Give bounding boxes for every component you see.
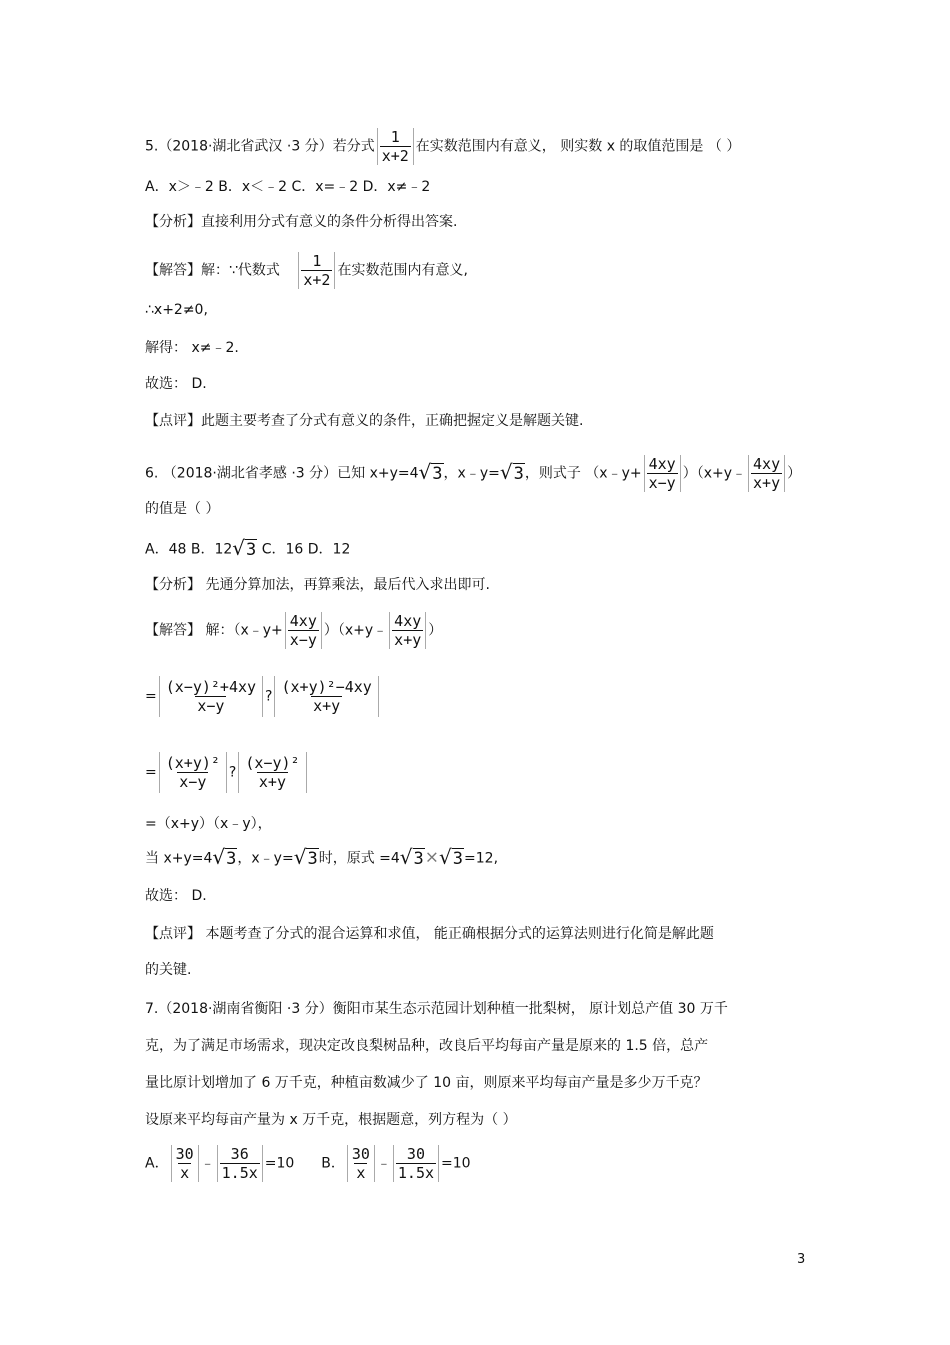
q6-step2-sep: ? [228,764,237,781]
q6-step1-frac-b [274,676,378,717]
q5-step2: 解得： x≠﹣2. [145,340,239,356]
q6-sol-frac2-den: x+y [394,631,422,649]
q6-step2-a-num: (x+y)² [165,754,220,772]
q6-sqrt-2-val: 3 [513,464,524,484]
q6-frac-1 [644,455,681,492]
q5-solution [145,252,468,289]
q5-solution-fraction [298,252,335,289]
q6-step4-sqrt-2: √3 [293,845,318,869]
q7-optA-f2-den: 1.5x [221,1164,258,1182]
q6-step4-times: × [424,847,440,868]
q6-step4 [145,847,498,870]
q6-options-b: C．16 D．12 [257,541,351,558]
q6-step4-d: =12, [464,850,499,867]
q5-sol-frac-den: x+2 [303,271,331,289]
q6-step4-sqrt-2-val: 3 [307,849,318,869]
page-number: 3 [797,1252,806,1267]
q6-options-sqrt: √3 [232,536,257,560]
q6-step4-sqrt-1-val: 3 [226,849,237,869]
q5-sol-frac-num: 1 [312,252,322,270]
q6-options [145,538,350,561]
q6-frac1-num: 4xy [648,455,676,473]
q6-step2-b-num: (x−y)² [245,754,300,772]
q6-step4-c: 时，原式 =4 [318,850,400,867]
q6-sqrt-1-val: 3 [432,464,443,484]
q7-optB-frac-1 [347,1145,375,1182]
q6-choice: 故选： D. [145,888,207,904]
q6-sol-frac-1 [285,612,322,649]
q7-optB-end: =10 [441,1155,471,1172]
q6-stem-e: ） [787,465,802,482]
q7-optB-f1-den: x [356,1164,366,1182]
q6-comment-2: 的关键. [145,962,192,978]
q5-choice: 故选： D. [145,376,207,392]
q7-optB-frac-2 [393,1145,439,1182]
q6-step1 [145,676,381,717]
q6-stem [145,455,801,492]
q5-step1: ∴x+2≠0, [145,302,208,318]
q6-step2-frac-a [159,752,227,793]
q6-step1-frac-a [159,676,263,717]
q6-step1-b-num: (x+y)²−4xy [281,678,372,696]
q6-step2-a-den: x−y [179,773,207,791]
q6-step2-eq: = [145,764,157,781]
q7-optA-f1-num: 30 [175,1145,194,1163]
q7-options [145,1145,471,1182]
q7-line4: 设原来平均每亩产量为 x 万千克，根据题意，列方程为（ ） [145,1112,517,1128]
q6-solution [145,612,442,649]
q6-solution-mid: ）（x+y﹣ [323,622,388,639]
q6-stem-a: 6. （2018·湖北省孝感 ·3 分）已知 x+y=4 [145,465,419,482]
q7-optA-frac-1 [171,1145,199,1182]
q7-optA-minus: ﹣ [200,1155,215,1172]
q6-step1-a-num: (x−y)²+4xy [165,678,257,696]
q7-optB-f2-num: 30 [406,1145,425,1163]
q7-line2: 克，为了满足市场需求，现决定改良梨树品种，改良后平均每亩产量是原来的 1.5 倍，总产 [145,1038,709,1054]
q6-step4-b: ，x﹣y= [237,850,294,867]
q5-analysis: 【分析】直接利用分式有意义的条件分析得出答案. [145,214,458,230]
q6-sol-frac-2 [389,612,426,649]
q5-fraction [377,128,414,165]
q5-solution-prefix: 【解答】解：∵代数式 [145,262,280,279]
q6-step4-sqrt-4: √3 [439,845,464,869]
q7-optA-f2-num: 36 [230,1145,249,1163]
q6-frac1-den: x−y [648,474,676,492]
q6-sqrt-1: √3 [418,460,443,484]
q7-optA-end: =10 [264,1155,295,1172]
q6-step1-a-den: x−y [197,697,225,715]
q5-stem-suffix: 在实数范围内有意义， 则实数 x 的取值范围是 （ ） [415,138,741,155]
q6-analysis: 【分析】 先通分算加法，再算乘法，最后代入求出即可. [145,577,490,593]
q5-stem [145,128,740,165]
q7-optB-f2-den: 1.5x [397,1164,435,1182]
q5-stem-prefix: 5.（2018·湖北省武汉 ·3 分）若分式 [145,138,375,155]
q6-sol-frac2-num: 4xy [394,612,422,630]
q7-optB-minus: ﹣ [376,1155,391,1172]
q6-step1-eq: = [145,688,157,705]
q6-stem-b: ，x﹣y= [443,465,500,482]
q6-options-a: A．48 B．12 [145,541,233,558]
q7-optA-label: A． [145,1155,169,1172]
q6-step4-sqrt-1: √3 [212,845,237,869]
q6-solution-end: ） [428,622,443,639]
q6-stem-line2: 的值是（ ） [145,501,220,517]
q6-step3: =（x+y）（x﹣y）， [145,816,272,832]
q6-step4-a: 当 x+y=4 [145,850,213,867]
q6-stem-d: ）（x+y﹣ [682,465,747,482]
q5-frac-num: 1 [390,128,400,146]
q6-sol-frac1-num: 4xy [289,612,317,630]
q7-optB-label: B． [321,1155,345,1172]
q6-step2 [145,752,309,793]
q5-comment: 【点评】此题主要考查了分式有意义的条件，正确把握定义是解题关键. [145,413,584,429]
q6-comment-1: 【点评】 本题考查了分式的混合运算和求值， 能正确根据分式的运算法则进行化简是解此题 [145,926,714,942]
q7-optA-f1-den: x [180,1164,190,1182]
q6-stem-c: ，则式子 （x﹣y+ [524,465,642,482]
q6-step2-b-den: x+y [258,773,286,791]
q6-step4-sqrt-3-val: 3 [413,849,424,869]
q7-optA-frac-2 [217,1145,263,1182]
q6-step1-b-den: x+y [313,697,341,715]
q6-step4-sqrt-4-val: 3 [452,849,464,869]
q6-step4-sqrt-3: √3 [399,845,424,869]
q6-solution-prefix: 【解答】 解：（x﹣y+ [145,622,283,639]
q7-optB-f1-num: 30 [351,1145,370,1163]
q6-frac2-den: x+y [753,474,781,492]
q6-step1-sep: ? [265,688,273,705]
q5-frac-den: x+2 [381,147,409,165]
q6-sol-frac1-den: x−y [289,631,317,649]
q5-solution-suffix: 在实数范围内有意义, [337,262,468,279]
q6-frac-2 [748,455,785,492]
q5-options: A．x＞﹣2 B．x＜﹣2 C．x=﹣2 D．x≠﹣2 [145,179,431,195]
q7-line3: 量比原计划增加了 6 万千克，种植亩数减少了 10 亩，则原来平均每亩产量是多少万千克？ [145,1075,708,1091]
q6-options-sqrt-val: 3 [246,540,257,560]
q6-sqrt-2: √3 [499,460,524,484]
q6-step2-frac-b [238,752,306,793]
q7-line1: 7.（2018·湖南省衡阳 ·3 分）衡阳市某生态示范园计划种植一批梨树， 原计划总产值 30 万千 [145,1001,728,1017]
q6-frac2-num: 4xy [753,455,781,473]
